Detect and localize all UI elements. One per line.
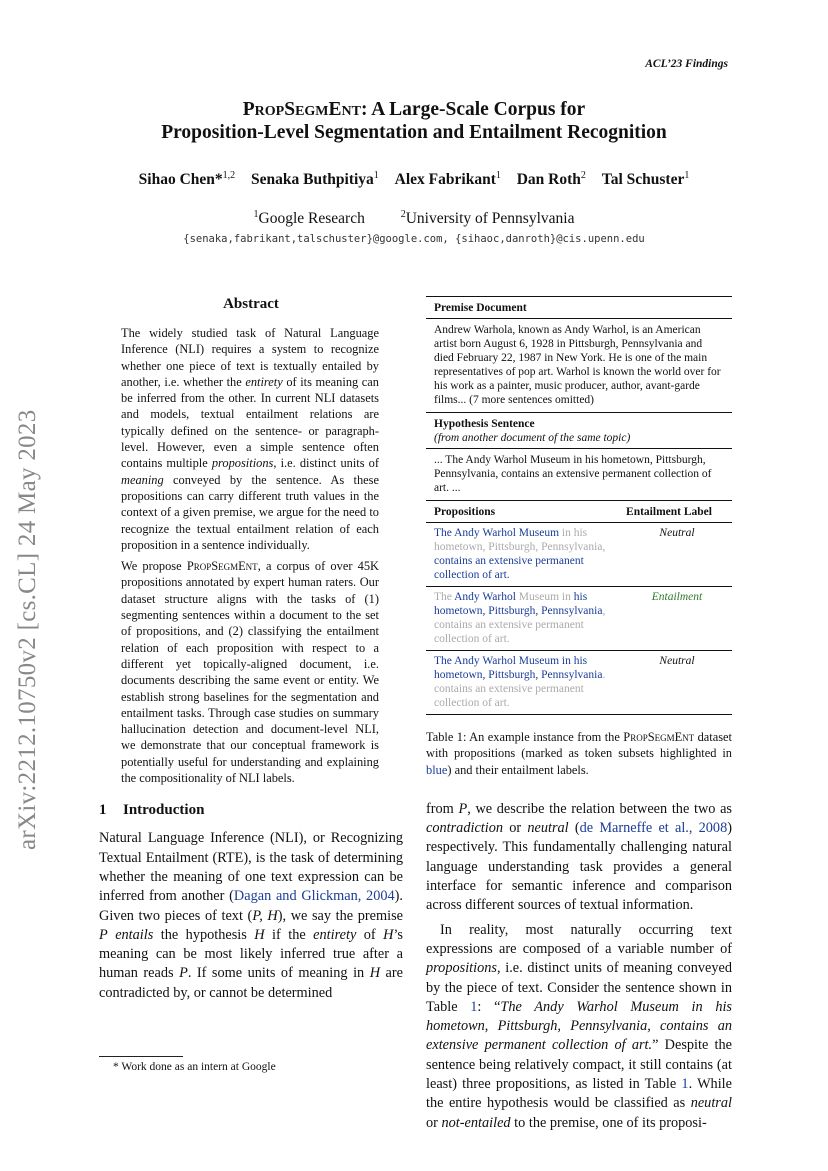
proposition-row (426, 651, 732, 714)
footnote-rule (99, 1056, 183, 1057)
table-ref-link[interactable]: 1 (681, 1076, 689, 1093)
paragraph: In reality, most naturally occurring text expressions are composed of a variable number of propositions, i.e. distinct units of meaning conveyed by the piece of text. Consider the sentence shown in Table 1: “The Andy Warhol Museum in his hometown, Pittsburgh, Pennsylvania, contains an extensive permanent collection of art.” Despite the sentence being relatively compact, it still contains (at least) three propositions, as listed in Table 1. While the entire hypothesis would be classified as neutral or not-entailed to the premise, one of its proposi- (426, 921, 733, 1131)
author: Dan Roth$^2$ (516, 170, 586, 189)
abstract-heading: Abstract (223, 296, 279, 312)
table-ref-link[interactable]: 1 (470, 998, 478, 1015)
example-table (426, 296, 732, 715)
table-caption: Table 1: An example instance from the PropSegmEnt dataset with propositions (marked as token subsets highlighted in blue) and their entailment labels. (426, 730, 732, 777)
author-emails: {senaka,fabrikant,talschuster}@google.com, {sihaoc,danroth}@cis.upenn.edu (183, 233, 645, 245)
venue-label: ACL’23 Findings (645, 58, 728, 70)
title-line2: Proposition-Level Segmentation and Entailment Recognition (161, 122, 667, 143)
footnote: * Work done as an intern at Google (113, 1061, 276, 1073)
abstract-paragraph: The widely studied task of Natural Language Inference (NLI) requires a system to recognize whether one piece of text is textually entailed by another, i.e. whether the entirety of its meaning can be inferred from the other. In current NLI datasets and models, textual entailment relations are typically defined on the sentence- or paragraph-level. However, even a simple sentence often contains multiple propositions, i.e. distinct units of meaning conveyed by the sentence. As these propositions can carry different truth values in the context of a given premise, we argue for the need to recognize the textual entailment relation of each proposition in a sentence individually. (121, 326, 379, 552)
author: Sihao Chen*$^{1,2}$ (138, 170, 236, 189)
citation-link[interactable]: Dagan and Glickman, 2004 (233, 888, 395, 905)
premise-text: Andrew Warhola, known as Andy Warhol, is an American artist born August 6, 1928 in Pittsburgh, Pennsylvania and died February 22, 1987 in New York. He is one of the main representatives of pop art. Warhol is known the world over for his work as a painter, music producer, author, avant-garde films... (7 more sentences omitted) (426, 319, 732, 413)
author-list (0, 170, 828, 189)
section-heading-introduction: 1 Introduction (99, 802, 205, 819)
right-column (426, 296, 732, 1133)
abstract-body (121, 325, 379, 786)
premise-header: Premise Document (426, 297, 732, 319)
proposition-text: The Andy Warhol Museum in his hometown, Pittsburgh, Pennsylvania, contains an extensive permanent collection of art. (434, 527, 606, 581)
proposition-rows (426, 523, 732, 714)
title-line1-rest: : A Large-Scale Corpus for (360, 99, 586, 120)
col-entailment-label: Entailment Label (626, 506, 712, 518)
arxiv-stamp: arXiv:2212.10750v2 [cs.CL] 24 May 2023 (14, 409, 41, 850)
proposition-row (426, 587, 732, 651)
entailment-label: Neutral (659, 527, 695, 539)
paragraph: from P, we describe the relation between the two as contradiction or neutral (de Marneffe et al., 2008) respectively. This fundamentally challenging natural language understanding task provides a general interface for semantic inference and comparison across different sources of textual information. (426, 800, 732, 914)
proposition-text: The Andy Warhol Museum in his hometown, Pittsburgh, Pennsylvania. contains an extensive permanent collection of art. (434, 655, 606, 709)
introduction-text: Natural Language Inference (NLI), or Recognizing Textual Entailment (RTE), is the task of determining whether the meaning of one text expression can be inferred from another (Dagan and Glickman, 2004). Given two pieces of text (P, H), we say the premise P entails the hypothesis H if the entirety of H’s meaning can be most likely inferred true after a human reads P. If some units of meaning in H are contradicted by, or cannot be determined (99, 830, 404, 1001)
affiliation: $^2$University of Pennsylvania (400, 209, 575, 228)
entailment-label: Entailment (651, 591, 703, 603)
title-corpus-name: PropSegmEnt (242, 99, 361, 120)
hypothesis-text: ... The Andy Warhol Museum in his hometown, Pittsburgh, Pennsylvania, contains an extensive permanent collection of art. ... (434, 454, 712, 494)
proposition-row (426, 523, 732, 587)
proposition-text: The Andy Warhol Museum in his hometown, Pittsburgh, Pennsylvania, contains an extensive permanent collection of art. (434, 591, 606, 645)
paper-title (0, 98, 828, 144)
affiliations (0, 209, 828, 228)
col-propositions: Propositions (434, 506, 496, 518)
author: Alex Fabrikant$^1$ (394, 170, 501, 189)
affiliation: $^1$Google Research (253, 209, 365, 228)
citation-link[interactable]: de Marneffe et al., 2008 (579, 820, 728, 837)
author: Tal Schuster$^1$ (601, 170, 690, 189)
abstract-paragraph: We propose PropSegmEnt, a corpus of over 45K propositions annotated by expert human raters. Our dataset structure aligns with the tasks of (1) segmenting sentences within a document to the set of propositions, and (2) classifying the entailment relation of each proposition with respect to a different yet topically-aligned document, i.e. documents describing the same event or entity. We establish strong baselines for the segmentation and entailment tasks. Through case studies on summary hallucination detection and document-level NLI, we demonstrate that our conceptual framework is potentially useful for understanding and explaining the compositionality of NLI labels. (121, 559, 379, 786)
propositions-header-row (426, 500, 732, 523)
left-column (99, 296, 403, 1003)
hypothesis-header: Hypothesis Sentence (from another document of the same topic) (426, 413, 732, 449)
entailment-label: Neutral (659, 655, 695, 667)
author: Senaka Buthpitiya$^1$ (251, 170, 379, 189)
table-bottom-rule (426, 714, 732, 715)
right-column-text (426, 800, 732, 1133)
